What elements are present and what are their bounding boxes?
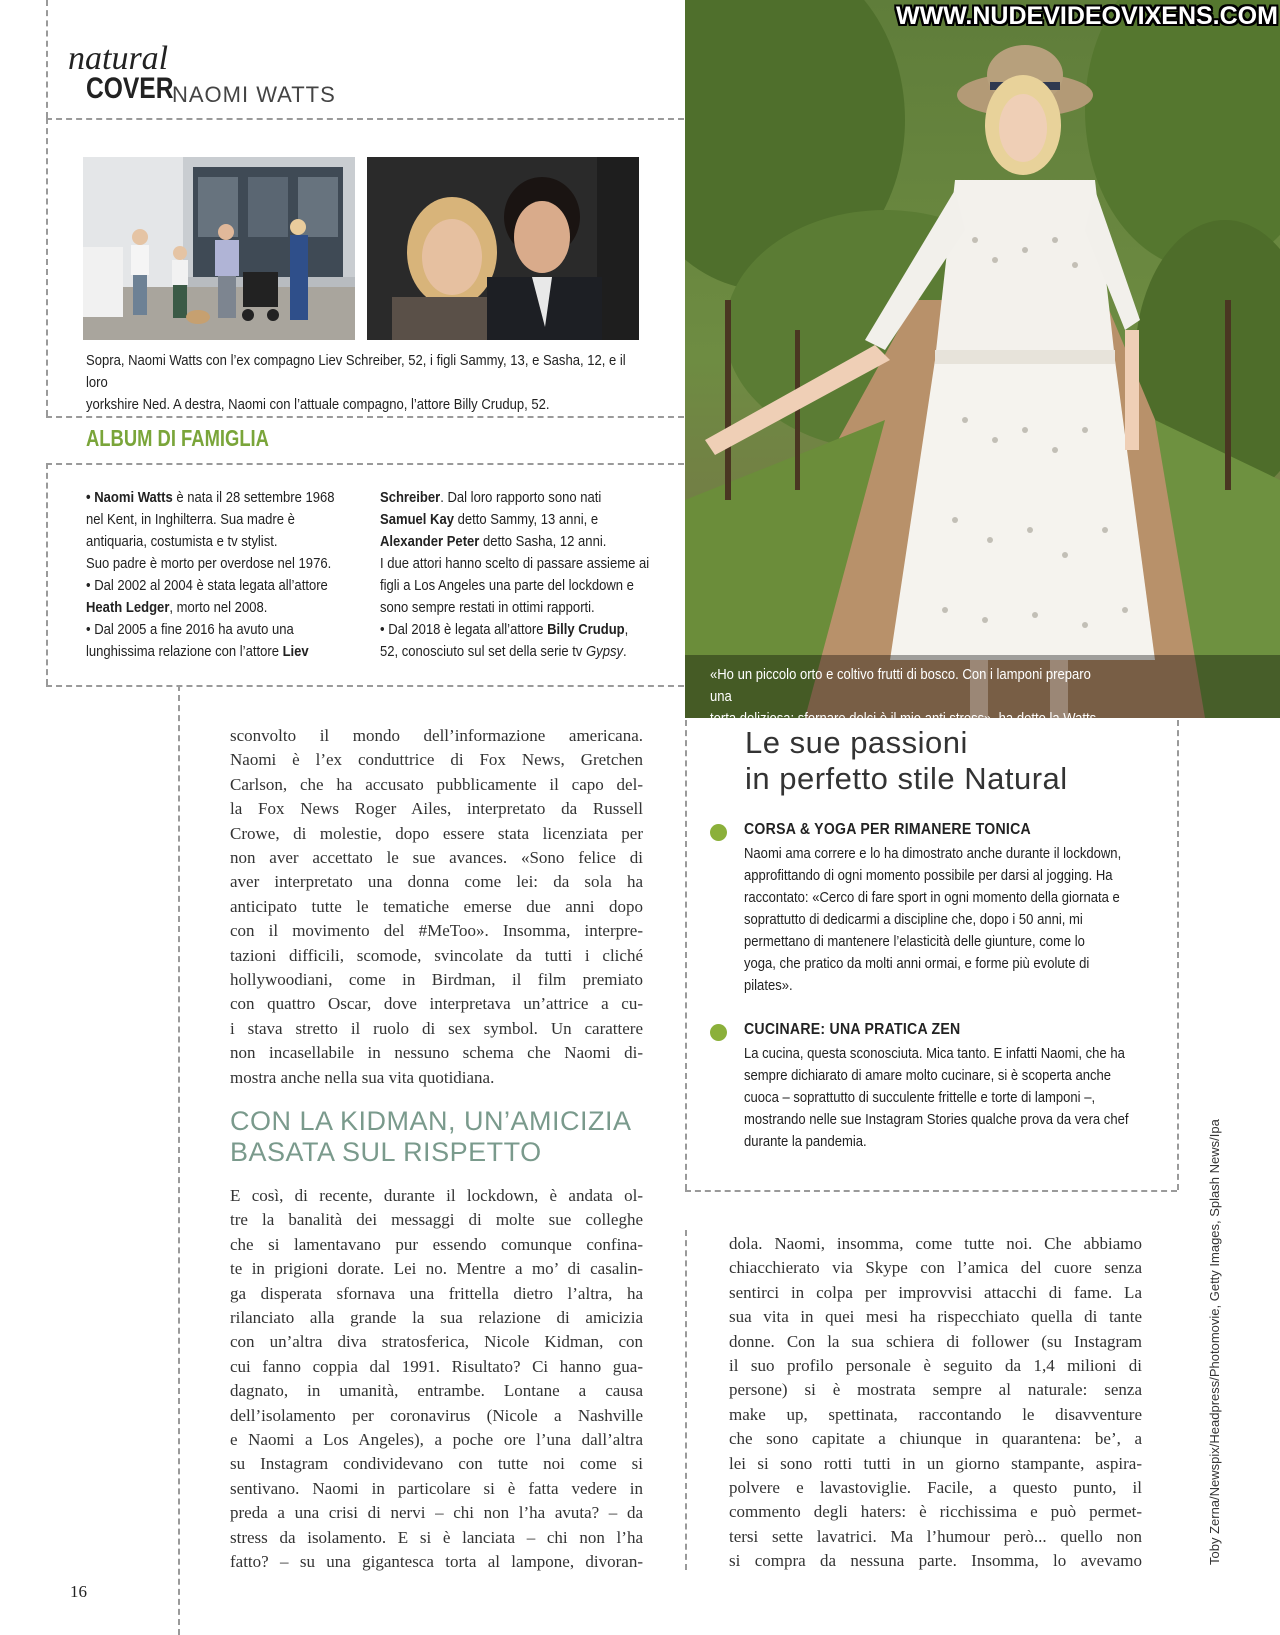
frame-line	[46, 0, 48, 118]
album-bold-text: Schreiber	[380, 490, 441, 506]
passion-line: soprattutto di dedicarmi a discipline che, dopo i 50 anni, mi	[744, 912, 1083, 928]
album-title: ALBUM DI FAMIGLIA	[86, 425, 269, 451]
passion-line: yoga, che pratico da molti anni ormai, e forme più evolute di	[744, 956, 1090, 972]
photo-caption-line: yorkshire Ned. A destra, Naomi con l’attuale compagno, l’attore Billy Crudup, 52.	[86, 397, 550, 413]
watermark-url: WWW.NUDEVIDEOVIXENS.COM	[896, 2, 1278, 30]
album-text: detto Sammy, 13 anni, e	[453, 512, 599, 528]
album-bold-text: Alexander Peter	[380, 534, 480, 550]
frame-line	[178, 685, 180, 1635]
article-line: Carlson, che ha accusato pubblicamente il capo del-	[230, 774, 643, 794]
article-line: sentirci in colpa per improvvisi attacchi di fame. La	[729, 1282, 1142, 1302]
article-line: che sono capitate a chiunque in quarantena: be’, a	[729, 1429, 1142, 1449]
article-line: i stava stretto il ruolo di sex symbol. Un carattere	[230, 1018, 643, 1038]
album-line	[380, 641, 650, 663]
article-line: non incasellabile in nessuno schema che Naomi di-	[230, 1043, 643, 1063]
album-bold-text: Samuel Kay	[380, 512, 454, 528]
article-line: stress da isolamento. E si è lanciata – chi non l’ha	[230, 1527, 643, 1547]
album-line	[380, 531, 650, 553]
album-text: ,	[624, 622, 629, 638]
album-text: Suo padre è morto per overdose nel 1976.	[86, 556, 332, 572]
subheading-kidman	[230, 1106, 632, 1168]
album-line	[86, 487, 356, 509]
article-line: fatto? – su una gigantesca torta al lampone, divoran-	[230, 1552, 643, 1572]
article-column-1-bottom	[230, 1184, 643, 1575]
album-bold-text: Heath Ledger	[86, 600, 170, 616]
article-line: che si lamentavano pur essendo comunque confina-	[230, 1234, 643, 1254]
album-column-1	[86, 487, 356, 663]
frame-line	[685, 1190, 1177, 1192]
album-line	[380, 509, 650, 531]
album-line	[86, 531, 356, 553]
passioni-title-line: in perfetto stile Natural	[745, 761, 1068, 796]
frame-line	[46, 463, 684, 465]
article-line: polvere e lavastoviglie. Facile, a questo punto, il	[729, 1478, 1142, 1498]
page-title: NAOMI WATTS	[172, 82, 336, 107]
album-line	[86, 619, 356, 641]
album-text: • Dal 2005 a fine 2016 ha avuto una	[86, 622, 294, 638]
article-line: dell’isolamento per coronavirus (Nicole a Nashville	[230, 1405, 643, 1425]
frame-line	[1177, 720, 1179, 1190]
album-text: .	[623, 644, 627, 660]
album-text: • Dal 2002 al 2004 è stata legata all’attore	[86, 578, 328, 594]
frame-line	[685, 1230, 687, 1570]
frame-line	[46, 463, 48, 685]
album-line	[86, 641, 356, 663]
passion-line: Naomi ama correre e lo ha dimostrato anche durante il lockdown,	[744, 846, 1122, 862]
passion-line: sempre dichiarato di amare molto cucinare, si è scoperta anche	[744, 1068, 1112, 1084]
album-text: nel Kent, in Inghilterra. Sua madre è	[86, 512, 295, 528]
passion-line: raccontato: «Cerco di fare sport in ogni momento della giornata e	[744, 890, 1120, 906]
album-line	[86, 575, 356, 597]
article-line: cui fanno coppia dal 1991. Risultato? Ci hanno gua-	[230, 1356, 643, 1376]
article-line: chiacchierato via Skype con l’amica del cuore senza	[729, 1258, 1142, 1278]
passion-line: permettano di mantenere l’elasticità delle giunture, come lo	[744, 934, 1085, 950]
frame-line	[46, 118, 684, 120]
album-line	[380, 597, 650, 619]
article-line: con il movimento del #MeToo». Insomma, interpre-	[230, 921, 643, 941]
article-line: Naomi è l’ex conduttrice di Fox News, Gretchen	[230, 750, 643, 770]
article-line: su Instagram condividevano con tutte noi come si	[230, 1454, 643, 1474]
article-line: Crowe, di molestie, dopo essere stata licenziata per	[230, 823, 643, 843]
passion-text	[744, 1043, 1158, 1153]
frame-line	[46, 416, 684, 418]
article-line: rilanciato alla grande la sua relazione di amicizia	[230, 1308, 643, 1328]
album-column-2	[380, 487, 650, 663]
article-line: il suo profilo personale è seguito da 1,4 milioni di	[729, 1356, 1142, 1376]
album-text: è nata il 28 settembre 1968	[172, 490, 335, 506]
article-line: non aver accettato le sue avances. «Sono felice di	[230, 848, 643, 868]
frame-line	[46, 118, 48, 416]
article-line: anticipato tutte le tematiche emerse due anni dopo	[230, 896, 643, 916]
photo-credit: Toby Zerna/Newspix/Headpress/Photomovie, Getty Images, Splash News/Ipa	[1207, 1119, 1222, 1565]
article-line: ga disperata sfornava una frittella dietro l’altra, ha	[230, 1283, 643, 1303]
article-column-2	[729, 1232, 1142, 1574]
passion-line: mostrando nelle sue Instagram Stories qualche prova da vera chef	[744, 1112, 1129, 1128]
frame-line	[46, 685, 684, 687]
passion-heading: CUCINARE: UNA PRATICA ZEN	[744, 1021, 961, 1038]
article-line: dagnato, in umanità, entrambe. Lontane a causa	[230, 1381, 643, 1401]
couple-portrait-photo	[367, 157, 639, 340]
article-line: persone) si è mostrata sempre al naturale: senza	[729, 1380, 1142, 1400]
article-line: sentivano. Naomi in particolare si è fatta vedere in	[230, 1478, 643, 1498]
album-text: , morto nel 2008.	[169, 600, 268, 616]
family-street-photo	[83, 157, 355, 340]
article-line: aver interpretato una donna come lei: da sola ha	[230, 872, 643, 892]
photo-caption	[86, 350, 626, 416]
article-line: tersi sette lavatrici. Ma l’humour però... quello non	[729, 1526, 1142, 1546]
passion-line: durante la pandemia.	[744, 1134, 867, 1150]
bullet-dot-icon	[710, 824, 727, 841]
article-line: mostra anche nella sua vita quotidiana.	[230, 1067, 495, 1087]
quote-line: «Ho un piccolo orto e coltivo frutti di bosco. Con i lamponi preparo una	[710, 667, 1091, 705]
article-line: E così, di recente, durante il lockdown, è andata ol-	[230, 1186, 643, 1205]
article-line: donne. Con la sua schiera di follower (su Instagram	[729, 1331, 1142, 1351]
album-bold-text: Liev	[282, 644, 309, 660]
passion-line: La cucina, questa sconosciuta. Mica tanto. E infatti Naomi, che ha	[744, 1046, 1125, 1062]
album-line	[86, 509, 356, 531]
article-line: sconvolto il mondo dell’informazione americana.	[230, 726, 643, 745]
passion-text	[744, 843, 1158, 997]
article-line: commento degli haters: è ricchissima e può permet-	[729, 1502, 1142, 1522]
album-text: antiquaria, costumista e tv stylist.	[86, 534, 278, 550]
article-line: hollywoodiani, come in Birdman, il film premiato	[230, 970, 643, 990]
passioni-title	[745, 725, 1068, 797]
passion-line: pilates».	[744, 978, 793, 994]
album-text: sono sempre restati in ottimi rapporti.	[380, 600, 595, 616]
quote-line: torta deliziosa: sfornare dolci è il mio anti stress», ha detto la Watts.	[710, 711, 1100, 727]
article-line: dola. Naomi, insomma, come tutte noi. Che abbiamo	[729, 1234, 1142, 1253]
album-text: I due attori hanno scelto di passare assieme ai	[380, 556, 650, 572]
album-line	[380, 619, 650, 641]
article-line: sua vita in quei mesi ha rispecchiato quella di tante	[729, 1307, 1142, 1327]
album-line	[86, 597, 356, 619]
album-bold-text: Billy Crudup	[547, 622, 625, 638]
album-line	[380, 487, 650, 509]
album-text: lunghissima relazione con l’attore	[86, 644, 283, 660]
article-line: e Naomi a Los Angeles), a poche ore l’una dall’altra	[230, 1430, 643, 1450]
album-text: figli a Los Angeles una parte del lockdown e	[380, 578, 634, 594]
article-line: te in prigioni dorate. Lei no. Mentre a mo’ di casalin-	[230, 1259, 643, 1279]
album-line	[380, 553, 650, 575]
album-line	[380, 575, 650, 597]
album-text: . Dal loro rapporto sono nati	[440, 490, 602, 506]
article-line: tazioni difficili, scomode, svincolate da tutti i cliché	[230, 945, 643, 965]
article-line: con un’altra diva stratosferica, Nicole Kidman, con	[230, 1332, 643, 1352]
album-text: 52, conosciuto sul set della serie tv	[380, 644, 587, 660]
bullet-dot-icon	[710, 1024, 727, 1041]
album-italic-text: Gypsy	[586, 644, 623, 660]
passion-line: approfittando di ogni momento possibile per darsi al jogging. Ha	[744, 868, 1113, 884]
article-line: si compra da nessuna parte. Insomma, lo avevamo	[729, 1551, 1142, 1571]
album-bold-text: • Naomi Watts	[86, 490, 173, 506]
article-column-1-top	[230, 724, 643, 1090]
page-number: 16	[70, 1582, 87, 1601]
photo-caption-line: Sopra, Naomi Watts con l’ex compagno Liev Schreiber, 52, i figli Sammy, 13, e Sasha, 12, e il loro	[86, 353, 626, 391]
article-line: con quattro Oscar, dove interpretava un’attrice a cu-	[230, 994, 643, 1014]
passioni-title-line: Le sue passioni	[745, 725, 968, 760]
hero-photo-quote	[710, 664, 1115, 730]
article-line: lei si sono rotti tutti in un giorno stampante, aspira-	[729, 1453, 1142, 1473]
frame-line	[685, 720, 687, 1190]
section-label-cover: COVER	[86, 72, 174, 105]
article-line: tre la banalità dei messaggi di molte sue colleghe	[230, 1210, 643, 1230]
article-line: preda a una crisi di nervi – chi non l’ha avuta? – da	[230, 1503, 643, 1523]
article-line: la Fox News Roger Ailes, interpretato da Russell	[230, 799, 643, 819]
hero-vineyard-photo	[685, 0, 1280, 718]
passion-line: cuoca – soprattutto di succulente frittelle e torte di lamponi –,	[744, 1090, 1096, 1106]
article-line: make up, spettinata, raccontando le disavventure	[729, 1404, 1142, 1424]
album-line	[86, 553, 356, 575]
section-label-natural: natural	[68, 40, 169, 77]
album-text: detto Sasha, 12 anni.	[479, 534, 607, 550]
passion-heading: CORSA & YOGA PER RIMANERE TONICA	[744, 821, 1031, 838]
album-text: • Dal 2018 è legata all’attore	[380, 622, 548, 638]
subheading-line: BASATA SUL RISPETTO	[230, 1137, 542, 1167]
subheading-line: CON LA KIDMAN, UN’AMICIZIA	[230, 1106, 632, 1136]
